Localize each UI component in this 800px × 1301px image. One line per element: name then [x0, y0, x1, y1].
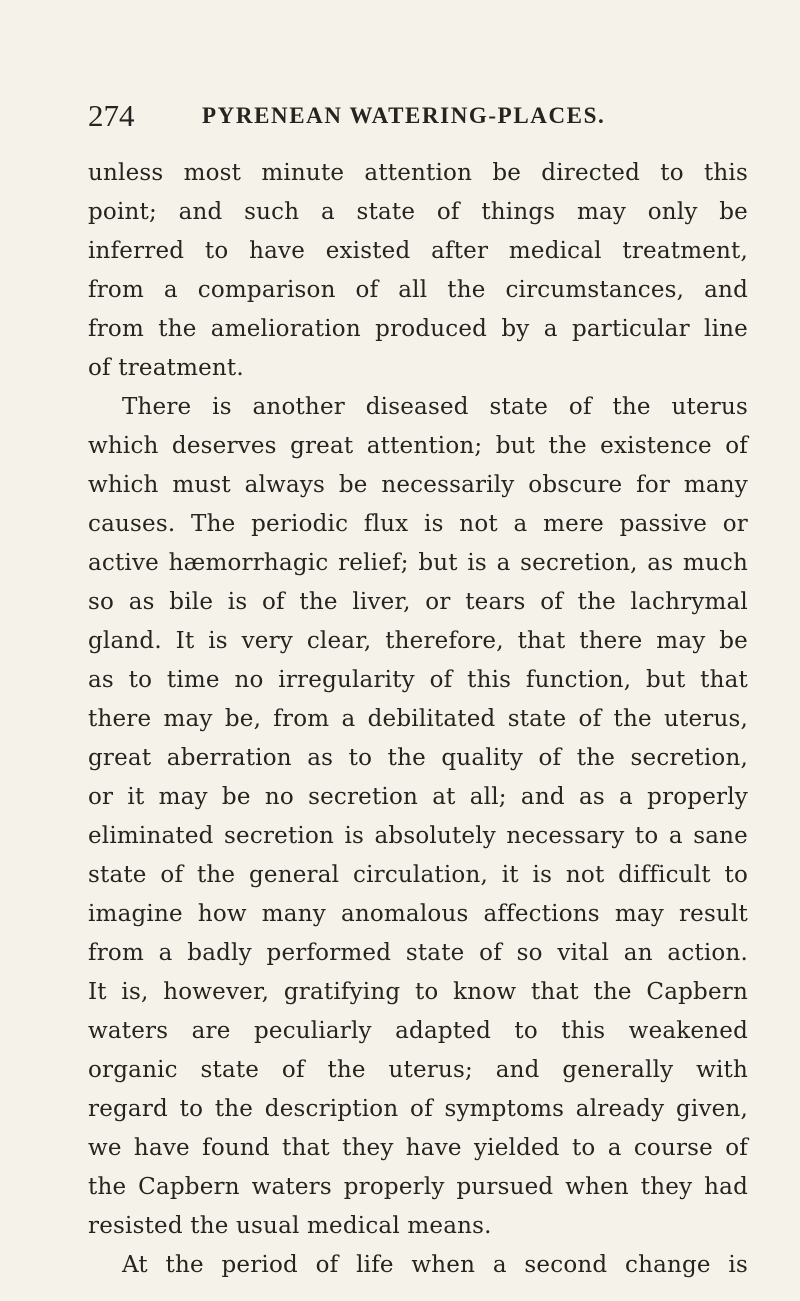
- text-line: the Capbern waters properly pursued when they had: [88, 1174, 748, 1200]
- text-line: state of the general circulation, it is not difficult to: [88, 862, 748, 888]
- text-line: regard to the description of symptoms already given,: [88, 1096, 748, 1122]
- text-line: gland. It is very clear, therefore, that there may be: [88, 628, 748, 654]
- text-line: waters are peculiarly adapted to this weakened: [88, 1018, 748, 1044]
- text-line: eliminated secretion is absolutely necessary to a sane: [88, 823, 748, 849]
- body-text: [88, 154, 748, 1285]
- text-line: unless most minute attention be directed to this: [88, 160, 748, 186]
- text-line: active hæmorrhagic relief; but is a secretion, as much: [88, 550, 748, 576]
- text-line: or it may be no secretion at all; and as a properly: [88, 784, 748, 810]
- text-line: as to time no irregularity of this function, but that: [88, 667, 748, 693]
- text-line: organic state of the uterus; and generally with: [88, 1057, 748, 1083]
- text-line: There is another diseased state of the uterus: [122, 394, 748, 420]
- text-line: which must always be necessarily obscure for many: [88, 472, 748, 498]
- text-line: resisted the usual medical means.: [88, 1213, 492, 1239]
- running-head: [88, 96, 748, 136]
- text-line: It is, however, gratifying to know that the Capbern: [88, 979, 748, 1005]
- page-number: 274: [88, 98, 135, 133]
- text-line: inferred to have existed after medical treatment,: [88, 238, 748, 264]
- text-line: we have found that they have yielded to a course of: [88, 1135, 748, 1161]
- text-line: causes. The periodic flux is not a mere passive or: [88, 511, 748, 537]
- text-line: great aberration as to the quality of the secretion,: [88, 745, 748, 771]
- text-line: there may be, from a debilitated state of the uterus,: [88, 706, 748, 732]
- text-line: from the amelioration produced by a particular line: [88, 316, 748, 342]
- text-line: from a comparison of all the circumstances, and: [88, 277, 748, 303]
- text-line: point; and such a state of things may only be: [88, 199, 748, 225]
- text-line: of treatment.: [88, 355, 244, 381]
- text-line: imagine how many anomalous affections may result: [88, 901, 748, 927]
- text-line: At the period of life when a second change is: [122, 1252, 748, 1278]
- text-line: from a badly performed state of so vital an action.: [88, 940, 748, 966]
- running-title: PYRENEAN WATERING-PLACES.: [202, 103, 606, 128]
- text-line: which deserves great attention; but the existence of: [88, 433, 748, 459]
- text-line: so as bile is of the liver, or tears of the lachrymal: [88, 589, 748, 615]
